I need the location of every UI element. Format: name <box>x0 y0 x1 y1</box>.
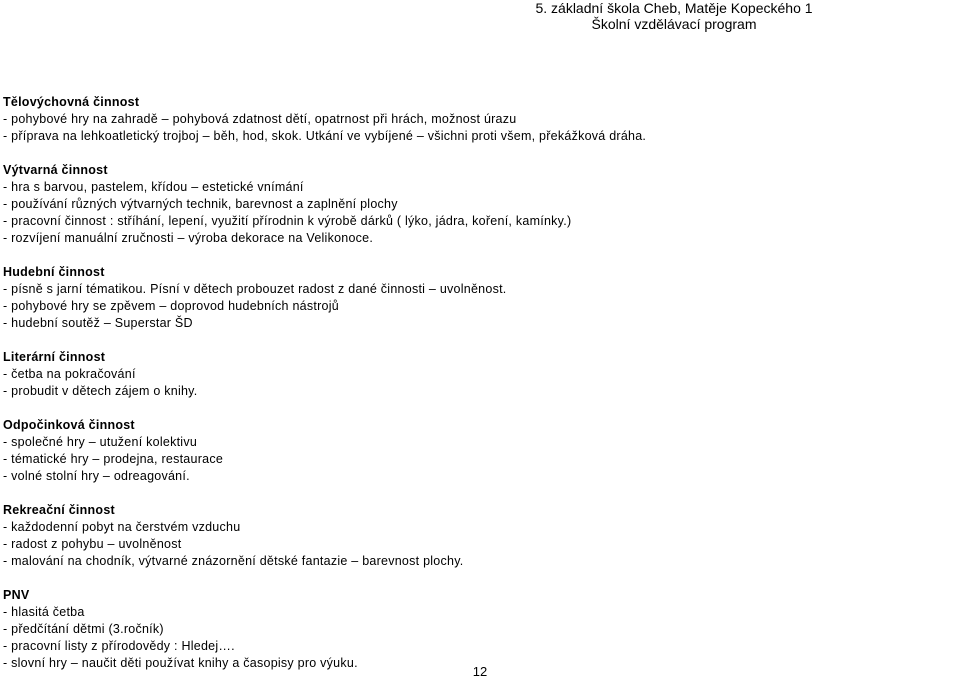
section-telovychovna <box>3 94 953 145</box>
list-item: - hra s barvou, pastelem, křídou – estetické vnímání <box>3 180 304 194</box>
section-pnv <box>3 587 953 672</box>
document-title: Školní vzdělávací program <box>591 16 757 32</box>
list-item: - předčítání dětmi (3.ročník) <box>3 622 164 636</box>
list-item: - pracovní listy z přírodovědy : Hledej…. <box>3 639 235 653</box>
section-title: Odpočinková činnost <box>3 418 135 432</box>
document-body <box>3 94 953 672</box>
section-title: PNV <box>3 588 30 602</box>
list-item: - každodenní pobyt na čerstvém vzduchu <box>3 520 241 534</box>
list-item: - pohybové hry na zahradě – pohybová zdatnost dětí, opatrnost při hrách, možnost úrazu <box>3 112 517 126</box>
list-item: - písně s jarní tématikou. Písní v dětech probouzet radost z dané činnosti – uvolněnost. <box>3 282 507 296</box>
section-title: Tělovýchovná činnost <box>3 95 140 109</box>
section-odpocinkova <box>3 417 953 485</box>
list-item: - příprava na lehkoatletický trojboj – běh, hod, skok. Utkání ve vybíjené – všichni proti všem, překážková dráha. <box>3 129 647 143</box>
section-title: Výtvarná činnost <box>3 163 108 177</box>
list-item: - malování na chodník, výtvarné znázornění dětské fantazie – barevnost plochy. <box>3 554 464 568</box>
list-item: - hudební soutěž – Superstar ŠD <box>3 316 193 330</box>
list-item: - slovní hry – naučit děti používat knihy a časopisy pro výuku. <box>3 656 358 670</box>
section-title: Literární činnost <box>3 350 106 364</box>
page-header <box>394 0 954 32</box>
page-number: 12 <box>472 664 488 679</box>
list-item: - tématické hry – prodejna, restaurace <box>3 452 224 466</box>
section-title: Hudební činnost <box>3 265 105 279</box>
section-title: Rekreační činnost <box>3 503 115 517</box>
section-hudebni <box>3 264 953 332</box>
list-item: - radost z pohybu – uvolněnost <box>3 537 182 551</box>
list-item: - četba na pokračování <box>3 367 136 381</box>
section-rekreacni <box>3 502 953 570</box>
list-item: - pracovní činnost : stříhání, lepení, využití přírodnin k výrobě dárků ( lýko, jádra, koření, kamínky.) <box>3 214 572 228</box>
list-item: - používání různých výtvarných technik, barevnost a zaplnění plochy <box>3 197 398 211</box>
list-item: - volné stolní hry – odreagování. <box>3 469 190 483</box>
section-vytvarna <box>3 162 953 247</box>
list-item: - hlasitá četba <box>3 605 85 619</box>
school-name: 5. základní škola Cheb, Matěje Kopeckého 1 <box>535 0 813 16</box>
list-item: - rozvíjení manuální zručnosti – výroba dekorace na Velikonoce. <box>3 231 374 245</box>
list-item: - pohybové hry se zpěvem – doprovod hudebních nástrojů <box>3 299 339 313</box>
list-item: - probudit v dětech zájem o knihy. <box>3 384 198 398</box>
list-item: - společné hry – utužení kolektivu <box>3 435 198 449</box>
section-literarni <box>3 349 953 400</box>
